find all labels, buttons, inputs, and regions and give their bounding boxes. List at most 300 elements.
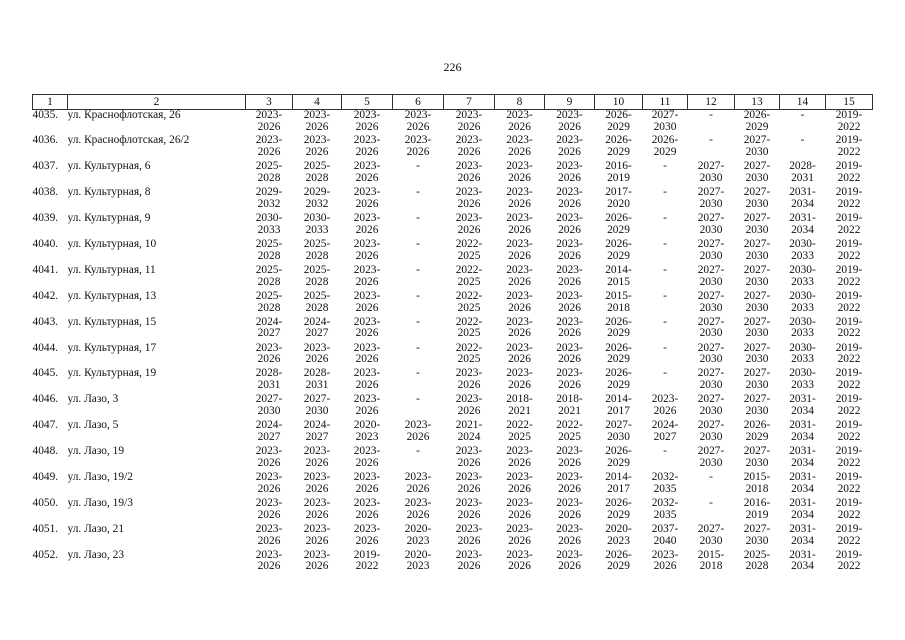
header-row	[33, 95, 873, 110]
period-cell: 2023- 2026	[506, 109, 533, 133]
period-cell: 2027- 2030	[697, 522, 725, 547]
period-cell: -	[416, 212, 420, 225]
period-cell: 2022- 2025	[455, 263, 483, 288]
period-cell: 2014- 2017	[605, 470, 632, 495]
period-cell: 2022- 2025	[455, 289, 483, 314]
column-header: 14	[780, 95, 826, 110]
table-row	[33, 110, 873, 136]
period-cell: 2016- 2019	[743, 496, 771, 521]
period-cell: -	[663, 186, 667, 199]
period-cell: 2023- 2026	[353, 109, 381, 133]
period-cell: 2024- 2027	[303, 419, 331, 443]
period-cell: 2023- 2026	[506, 289, 533, 314]
table-row	[33, 161, 873, 187]
period-cell: 2014- 2017	[605, 393, 632, 418]
period-cell: 2023- 2026	[556, 160, 583, 185]
table-row	[33, 524, 873, 550]
period-cell: 2023- 2026	[353, 160, 381, 185]
address-cell: ул. Краснофлотская, 26	[67, 109, 181, 121]
table-row	[33, 135, 873, 161]
period-cell: 2025- 2028	[303, 263, 331, 288]
address-cell: ул. Культурная, 9	[67, 213, 151, 225]
address-cell: ул. Культурная, 13	[67, 290, 157, 302]
period-cell: 2023- 2026	[303, 522, 331, 547]
period-cell: 2023- 2026	[353, 263, 381, 288]
period-cell: 2025- 2028	[303, 289, 331, 314]
period-cell: 2027- 2030	[697, 289, 725, 314]
column-header: 7	[444, 95, 495, 110]
table-row	[33, 265, 873, 291]
period-cell: 2023- 2026	[455, 393, 483, 418]
period-cell: 2026- 2029	[605, 445, 632, 469]
period-cell: 2027- 2030	[697, 367, 725, 392]
period-cell: -	[800, 134, 805, 147]
period-cell: -	[709, 470, 713, 483]
period-cell: 2023- 2026	[455, 212, 483, 236]
period-cell: 2023- 2026	[353, 393, 381, 418]
period-cell: 2019- 2022	[835, 160, 863, 185]
column-header: 9	[545, 95, 595, 110]
period-cell: 2023- 2026	[353, 237, 381, 262]
period-cell: 2023- 2026	[353, 315, 381, 340]
period-cell: 2023- 2026	[404, 134, 432, 159]
row-number: 4036.	[32, 134, 59, 147]
column-header: 3	[246, 95, 293, 110]
period-cell: 2019- 2022	[835, 496, 863, 521]
column-header: 5	[342, 95, 393, 110]
period-cell: 2029- 2032	[255, 186, 283, 210]
period-cell: 2026- 2029	[605, 109, 632, 133]
period-cell: 2023- 2026	[506, 367, 533, 392]
period-cell: -	[800, 109, 805, 121]
column-header: 8	[495, 95, 545, 110]
period-cell: 2019- 2022	[835, 393, 863, 418]
row-number: 4035.	[32, 109, 59, 121]
period-cell: -	[416, 186, 420, 199]
period-cell: 2020- 2023	[404, 522, 432, 547]
period-cell: 2027- 2030	[743, 522, 771, 547]
period-cell: 2022- 2025	[556, 419, 583, 443]
period-cell: 2023- 2026	[506, 341, 533, 366]
period-cell: 2030- 2033	[303, 212, 331, 236]
period-cell: 2027- 2030	[743, 367, 771, 392]
period-cell: 2025- 2028	[255, 160, 283, 185]
row-number: 4049.	[32, 470, 59, 483]
period-cell: 2029- 2032	[303, 186, 331, 210]
row-number: 4045.	[32, 367, 59, 380]
column-header: 10	[595, 95, 643, 110]
address-cell: ул. Лазо, 23	[67, 549, 125, 561]
period-cell: 2023- 2026	[455, 186, 483, 210]
period-cell: 2027- 2030	[743, 263, 771, 288]
period-cell: -	[663, 367, 667, 380]
period-cell: 2015- 2018	[743, 470, 771, 495]
address-cell: ул. Культурная, 17	[67, 342, 157, 354]
period-cell: 2024- 2027	[255, 419, 283, 443]
period-cell: 2023- 2026	[506, 496, 533, 521]
period-cell: 2023- 2026	[556, 134, 583, 159]
period-cell: 2030- 2033	[789, 341, 816, 366]
column-header: 1	[33, 95, 68, 110]
address-cell: ул. Лазо, 19	[67, 446, 125, 458]
period-cell: 2023- 2026	[303, 470, 331, 495]
period-cell: 2023- 2026	[556, 470, 583, 495]
period-cell: 2023- 2026	[353, 445, 381, 469]
period-cell: 2015- 2018	[697, 548, 725, 573]
column-header: 15	[826, 95, 873, 110]
table-row	[33, 343, 873, 369]
period-cell: 2019- 2022	[835, 470, 863, 495]
period-cell: 2025- 2028	[255, 263, 283, 288]
period-cell: 2019- 2022	[835, 445, 863, 469]
period-cell: 2020- 2023	[353, 419, 381, 443]
period-cell: 2028- 2031	[255, 367, 283, 392]
period-cell: -	[663, 263, 667, 276]
column-header: 11	[643, 95, 688, 110]
period-cell: 2019- 2022	[835, 186, 863, 210]
period-cell: 2021- 2024	[455, 419, 483, 443]
period-cell: 2019- 2022	[835, 134, 863, 159]
period-cell: 2027- 2030	[697, 393, 725, 418]
period-cell: 2026- 2029	[651, 134, 679, 159]
period-cell: -	[416, 263, 420, 276]
row-number: 4046.	[32, 393, 59, 406]
table-row	[33, 550, 873, 576]
period-cell: 2023- 2026	[556, 186, 583, 210]
row-number: 4038.	[32, 186, 59, 199]
period-cell: 2023- 2026	[506, 160, 533, 185]
period-cell: 2027- 2030	[697, 237, 725, 262]
period-cell: 2023- 2026	[506, 548, 533, 573]
address-cell: ул. Лазо, 19/3	[67, 497, 133, 509]
period-cell: -	[416, 237, 420, 250]
period-cell: 2024- 2027	[651, 419, 679, 443]
period-cell: 2022- 2025	[506, 419, 533, 443]
period-cell: 2019- 2022	[835, 212, 863, 236]
period-cell: 2023- 2026	[506, 134, 533, 159]
table-row	[33, 213, 873, 239]
period-cell: 2016- 2019	[605, 160, 632, 185]
period-cell: 2023- 2026	[455, 522, 483, 547]
period-cell: 2027- 2030	[743, 186, 771, 210]
period-cell: 2023- 2026	[455, 496, 483, 521]
address-cell: ул. Культурная, 8	[67, 187, 151, 199]
table-row	[33, 472, 873, 498]
period-cell: 2031- 2034	[789, 496, 816, 521]
period-cell: 2023- 2026	[353, 212, 381, 236]
period-cell: 2024- 2027	[303, 315, 331, 340]
schedule-table	[32, 94, 873, 576]
period-cell: 2023- 2026	[556, 341, 583, 366]
period-cell: 2032- 2035	[651, 496, 679, 521]
period-cell: 2031- 2034	[789, 186, 816, 210]
period-cell: 2026- 2029	[743, 109, 771, 133]
period-cell: 2025- 2028	[303, 160, 331, 185]
period-cell: 2017- 2020	[605, 186, 632, 210]
period-cell: 2025- 2028	[743, 548, 771, 573]
table-body	[33, 110, 873, 576]
period-cell: 2023- 2026	[303, 548, 331, 573]
address-cell: ул. Лазо, 19/2	[67, 471, 133, 483]
address-cell: ул. Краснофлотская, 26/2	[67, 135, 190, 147]
period-cell: 2027- 2030	[743, 393, 771, 418]
period-cell: 2023- 2026	[404, 109, 432, 133]
period-cell: 2027- 2030	[605, 419, 632, 443]
period-cell: 2023- 2026	[404, 496, 432, 521]
period-cell: 2023- 2026	[455, 160, 483, 185]
period-cell: 2023- 2026	[455, 548, 483, 573]
period-cell: 2023- 2026	[404, 419, 432, 443]
period-cell: 2026- 2029	[605, 548, 632, 573]
period-cell: 2027- 2030	[697, 186, 725, 210]
period-cell: 2031- 2034	[789, 470, 816, 495]
table-row	[33, 239, 873, 265]
period-cell: 2030- 2033	[255, 212, 283, 236]
period-cell: 2025- 2028	[303, 237, 331, 262]
period-cell: 2026- 2029	[605, 134, 632, 159]
period-cell: 2026- 2029	[605, 237, 632, 262]
period-cell: 2023- 2026	[255, 134, 283, 159]
period-cell: 2027- 2030	[697, 445, 725, 469]
period-cell: 2026- 2029	[605, 212, 632, 236]
period-cell: 2027- 2030	[743, 134, 771, 159]
period-cell: 2023- 2026	[404, 470, 432, 495]
row-number: 4047.	[32, 419, 59, 432]
period-cell: 2019- 2022	[835, 341, 863, 366]
table-row	[33, 291, 873, 317]
row-number: 4050.	[32, 496, 59, 509]
period-cell: 2023- 2026	[556, 212, 583, 236]
period-cell: 2031- 2034	[789, 212, 816, 236]
period-cell: 2026- 2029	[605, 496, 632, 521]
period-cell: 2024- 2027	[255, 315, 283, 340]
period-cell: 2023- 2026	[353, 289, 381, 314]
table-row	[33, 187, 873, 213]
period-cell: 2019- 2022	[835, 109, 863, 133]
period-cell: -	[416, 160, 420, 173]
row-number: 4052.	[32, 548, 59, 561]
period-cell: 2027- 2030	[697, 315, 725, 340]
period-cell: 2023- 2026	[506, 470, 533, 495]
table-header	[33, 95, 873, 110]
period-cell: -	[416, 289, 420, 302]
period-cell: 2023- 2026	[303, 496, 331, 521]
row-number: 4044.	[32, 341, 59, 354]
period-cell: 2026- 2029	[605, 315, 632, 340]
period-cell: 2027- 2030	[743, 445, 771, 469]
address-cell: ул. Лазо, 5	[67, 420, 119, 432]
period-cell: 2027- 2030	[743, 289, 771, 314]
period-cell: 2027- 2030	[743, 160, 771, 185]
period-cell: 2027- 2030	[303, 393, 331, 418]
period-cell: 2019- 2022	[835, 263, 863, 288]
period-cell: 2022- 2025	[455, 237, 483, 262]
period-cell: 2030- 2033	[789, 289, 816, 314]
period-cell: 2032- 2035	[651, 470, 679, 495]
period-cell: 2031- 2034	[789, 522, 816, 547]
period-cell: 2025- 2028	[255, 237, 283, 262]
period-cell: 2023- 2026	[255, 445, 283, 469]
period-cell: 2022- 2025	[455, 341, 483, 366]
period-cell: 2023- 2026	[506, 186, 533, 210]
address-cell: ул. Культурная, 19	[67, 368, 157, 380]
period-cell: 2030- 2033	[789, 367, 816, 392]
row-number: 4037.	[32, 160, 59, 173]
period-cell: 2027- 2030	[743, 212, 771, 236]
period-cell: 2020- 2023	[404, 548, 432, 573]
period-cell: 2019- 2022	[835, 548, 863, 573]
period-cell: 2023- 2026	[255, 548, 283, 573]
period-cell: 2023- 2026	[455, 367, 483, 392]
period-cell: 2023- 2026	[303, 134, 331, 159]
period-cell: 2030- 2033	[789, 315, 816, 340]
period-cell: 2023- 2026	[556, 445, 583, 469]
period-cell: 2027- 2030	[697, 263, 725, 288]
period-cell: -	[663, 341, 667, 354]
period-cell: 2023- 2026	[303, 341, 331, 366]
period-cell: 2023- 2026	[506, 263, 533, 288]
row-number: 4041.	[32, 263, 59, 276]
period-cell: 2027- 2030	[697, 419, 725, 443]
row-number: 4051.	[32, 522, 59, 535]
period-cell: -	[416, 315, 420, 328]
period-cell: 2014- 2015	[605, 263, 632, 288]
period-cell: 2023- 2026	[303, 445, 331, 469]
period-cell: -	[709, 496, 713, 509]
period-cell: 2023- 2026	[651, 393, 679, 418]
period-cell: 2018- 2021	[506, 393, 533, 418]
period-cell: 2023- 2026	[353, 367, 381, 392]
period-cell: -	[416, 341, 420, 354]
period-cell: 2019- 2022	[835, 419, 863, 443]
period-cell: 2023- 2026	[506, 315, 533, 340]
period-cell: 2018- 2021	[556, 393, 583, 418]
period-cell: 2027- 2030	[743, 315, 771, 340]
column-header: 2	[68, 95, 246, 110]
period-cell: 2023- 2026	[255, 522, 283, 547]
period-cell: 2023- 2026	[556, 263, 583, 288]
period-cell: 2027- 2030	[697, 160, 725, 185]
row-number: 4042.	[32, 289, 59, 302]
period-cell: 2023- 2026	[353, 496, 381, 521]
address-cell: ул. Культурная, 10	[67, 238, 157, 250]
address-cell: ул. Культурная, 11	[67, 264, 156, 276]
column-header: 4	[293, 95, 342, 110]
period-cell: 2027- 2030	[743, 237, 771, 262]
period-cell: 2023- 2026	[255, 341, 283, 366]
period-cell: 2023- 2026	[455, 470, 483, 495]
period-cell: 2023- 2026	[353, 186, 381, 210]
period-cell: -	[663, 160, 667, 173]
period-cell: 2023- 2026	[353, 341, 381, 366]
period-cell: 2020- 2023	[605, 522, 632, 547]
address-cell: ул. Лазо, 21	[67, 523, 125, 535]
period-cell: 2027- 2030	[697, 341, 725, 366]
period-cell: 2031- 2034	[789, 445, 816, 469]
period-cell: 2023- 2026	[556, 109, 583, 133]
period-cell: -	[663, 237, 667, 250]
period-cell: 2023- 2026	[353, 522, 381, 547]
period-cell: 2022- 2025	[455, 315, 483, 340]
period-cell: 2023- 2026	[255, 470, 283, 495]
period-cell: -	[709, 134, 713, 147]
period-cell: 2031- 2034	[789, 419, 816, 443]
period-cell: 2019- 2022	[835, 367, 863, 392]
address-cell: ул. Культурная, 15	[67, 316, 157, 328]
period-cell: -	[416, 367, 420, 380]
period-cell: 2023- 2026	[506, 237, 533, 262]
period-cell: -	[663, 445, 667, 458]
column-header: 13	[735, 95, 780, 110]
period-cell: 2030- 2033	[789, 263, 816, 288]
period-cell: 2023- 2026	[255, 496, 283, 521]
period-cell: 2023- 2026	[455, 134, 483, 159]
column-header: 12	[688, 95, 735, 110]
period-cell: 2015- 2018	[605, 289, 632, 314]
period-cell: -	[416, 393, 420, 406]
row-number: 4040.	[32, 237, 59, 250]
period-cell: 2023- 2026	[556, 237, 583, 262]
period-cell: 2026- 2029	[605, 341, 632, 366]
period-cell: 2019- 2022	[353, 548, 381, 573]
period-cell: 2023- 2026	[303, 109, 331, 133]
period-cell: 2023- 2026	[506, 212, 533, 236]
period-cell: 2030- 2033	[789, 237, 816, 262]
period-cell: 2023- 2026	[556, 522, 583, 547]
row-number: 4039.	[32, 212, 59, 225]
period-cell: 2031- 2034	[789, 548, 816, 573]
table-row	[33, 317, 873, 343]
period-cell: -	[663, 212, 667, 225]
period-cell: 2023- 2026	[556, 496, 583, 521]
period-cell: 2028- 2031	[789, 160, 816, 185]
table-row	[33, 394, 873, 420]
period-cell: -	[663, 315, 667, 328]
period-cell: 2023- 2026	[556, 367, 583, 392]
row-number: 4043.	[32, 315, 59, 328]
period-cell: 2023- 2026	[556, 315, 583, 340]
period-cell: 2019- 2022	[835, 522, 863, 547]
address-cell: ул. Культурная, 6	[67, 161, 151, 173]
period-cell: 2023- 2026	[353, 134, 381, 159]
period-cell: 2027- 2030	[697, 212, 725, 236]
period-cell: 2023- 2026	[455, 109, 483, 133]
period-cell: 2026- 2029	[743, 419, 771, 443]
period-cell: 2027- 2030	[651, 109, 679, 133]
period-cell: 2023- 2026	[455, 445, 483, 469]
period-cell: 2023- 2026	[506, 445, 533, 469]
address-cell: ул. Лазо, 3	[67, 394, 119, 406]
period-cell: 2027- 2030	[743, 341, 771, 366]
period-cell: 2023- 2026	[556, 289, 583, 314]
period-cell: 2028- 2031	[303, 367, 331, 392]
period-cell: 2019- 2022	[835, 315, 863, 340]
period-cell: 2023- 2026	[651, 548, 679, 573]
period-cell: 2023- 2026	[506, 522, 533, 547]
period-cell: -	[709, 109, 713, 121]
period-cell: 2031- 2034	[789, 393, 816, 418]
period-cell: 2026- 2029	[605, 367, 632, 392]
period-cell: 2019- 2022	[835, 237, 863, 262]
page-number: 226	[443, 60, 462, 74]
table-row	[33, 498, 873, 524]
column-header: 6	[393, 95, 444, 110]
table-row	[33, 420, 873, 446]
row-number: 4048.	[32, 445, 59, 458]
period-cell: 2025- 2028	[255, 289, 283, 314]
period-cell: 2027- 2030	[255, 393, 283, 418]
table-row	[33, 446, 873, 472]
